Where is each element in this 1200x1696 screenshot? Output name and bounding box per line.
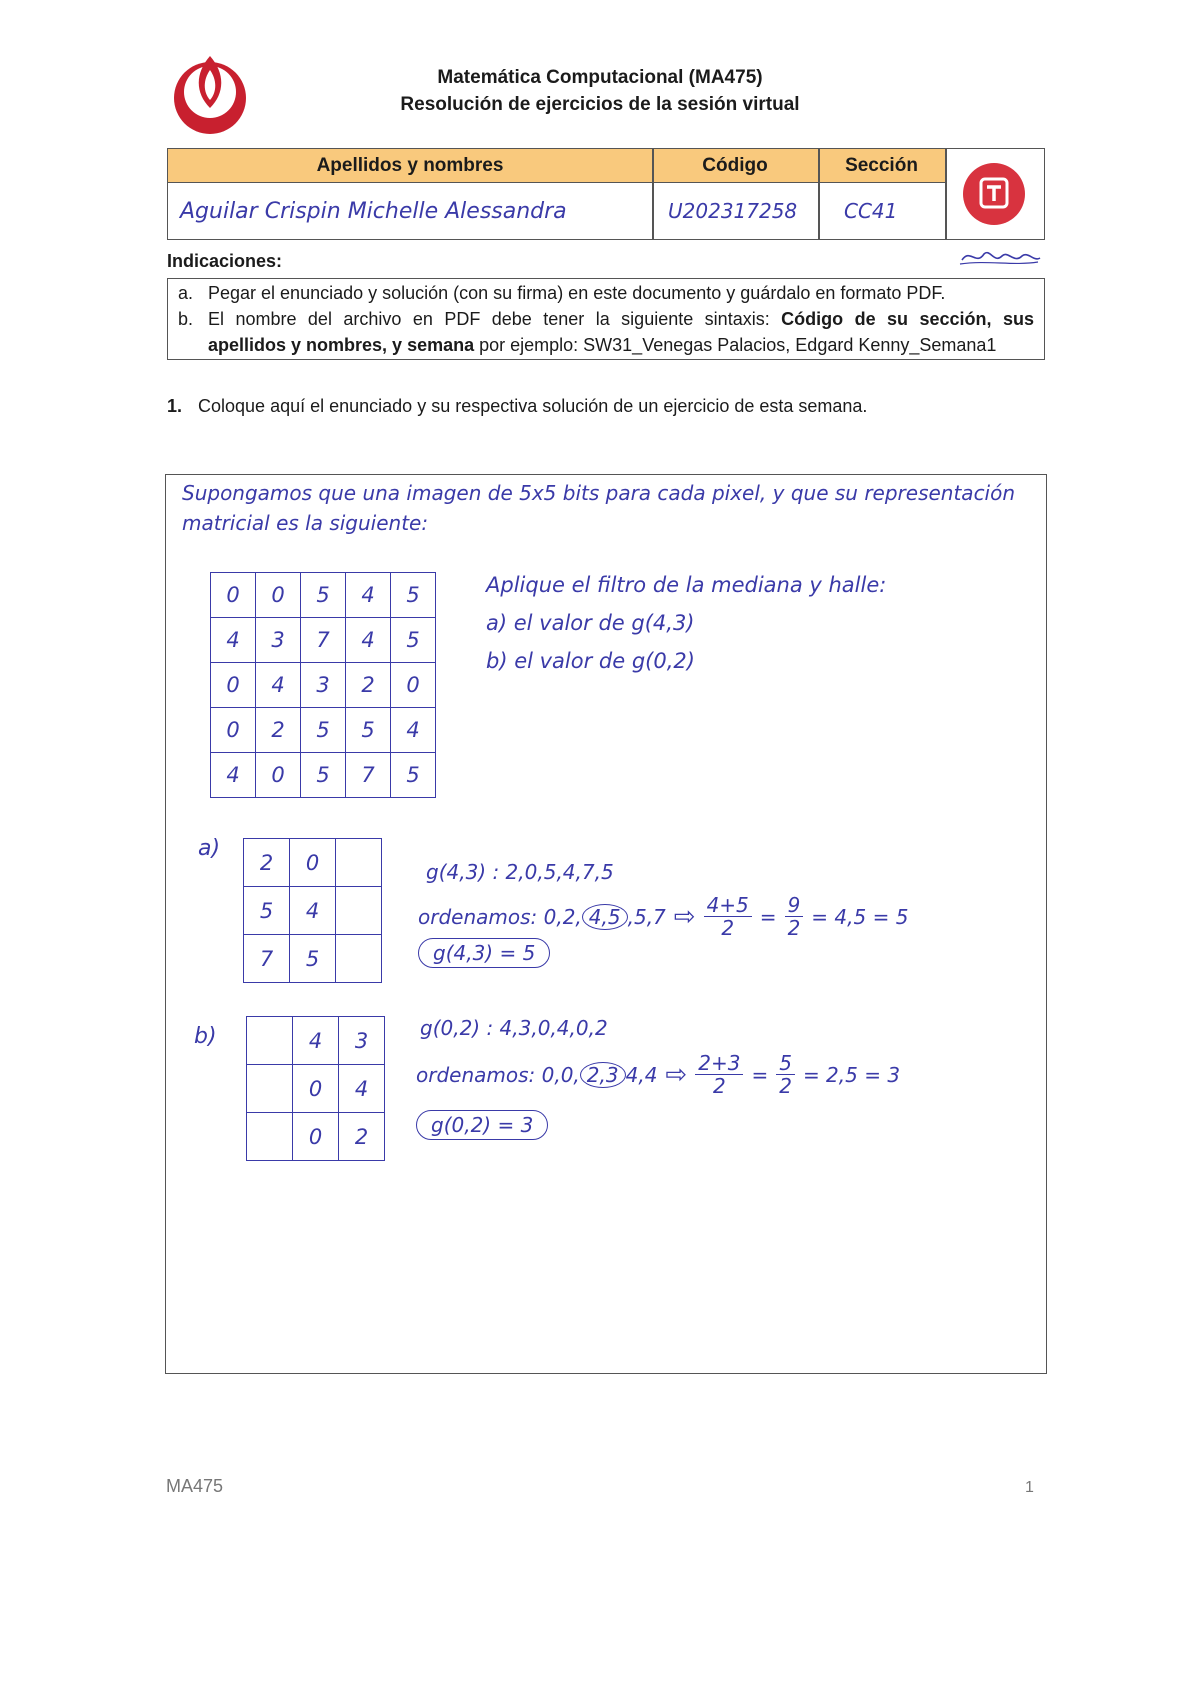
page-number: 1 [1025,1479,1034,1496]
matrix-cell: 2 [256,708,301,753]
handwritten-statement [182,478,1042,538]
name-column-header: Apellidos y nombres [168,149,652,183]
matrix-cell: 5 [391,753,436,798]
window-a-cell: 4 [290,887,336,935]
indication-b-example: por ejemplo: SW31_Venegas Palacios, Edgard Kenny_Semana1 [474,335,997,355]
part-b-fraction-2: $\frac{5}{2}$ [776,1052,795,1097]
window-b-row [247,1113,385,1161]
window-b-cell [247,1113,293,1161]
window-b-cell: 2 [339,1113,385,1161]
teams-app-icon [963,163,1025,225]
footer-course-code: MA475 [166,1476,224,1496]
matrix-cell: 4 [256,663,301,708]
indication-b-bold-2: apellidos y nombres, y semana [208,335,475,355]
matrix-cell: 4 [211,753,256,798]
matrix-row [211,573,436,618]
statement-line-1: Supongamos que una imagen de 5x5 bits para cada pixel, y que su representación [182,481,1016,505]
part-b-fraction: $\frac{2+3}{2}$ [695,1052,743,1097]
question-number: 1. [167,396,183,416]
matrix-cell: 0 [256,753,301,798]
part-b-values: g(0,2) : 4,3,0,4,0,2 [420,1016,608,1040]
arrow-icon: ⇨ [673,901,696,932]
part-a-fraction-2: $\frac{9}{2}$ [785,894,804,939]
window-b-cell: 4 [339,1065,385,1113]
matrix-cell: 4 [346,573,391,618]
part-a-label: a) [198,836,221,861]
session-title: Resolución de ejercicios de la sesión virtual [400,94,800,115]
matrix-row [211,708,436,753]
window-b-cell: 0 [293,1113,339,1161]
matrix-cell: 4 [346,618,391,663]
matrix-cell: 7 [301,618,346,663]
window-a-cell: 0 [290,839,336,887]
question-1 [167,396,867,417]
matrix-row [211,753,436,798]
part-b-answer: g(0,2) = 3 [416,1110,548,1140]
part-b-label: b) [194,1024,217,1049]
window-b-cell: 0 [293,1065,339,1113]
matrix-cell: 4 [211,618,256,663]
window-a-cell: 7 [244,935,290,983]
window-b-cell: 3 [339,1017,385,1065]
student-code: U202317258 [668,199,798,223]
matrix-cell: 5 [391,618,436,663]
signature [958,246,1043,268]
window-a-cell: 5 [244,887,290,935]
handwritten-task [486,566,886,680]
task-line: Aplique el filtro de la mediana y halle: [486,573,887,597]
section-column-header: Sección [818,149,945,183]
student-info-table [167,148,1045,240]
window-b-row [247,1017,385,1065]
matrix-cell: 3 [256,618,301,663]
part-b-median-circle: 2,3 [580,1062,626,1088]
part-a-fraction: $\frac{4+5}{2}$ [704,894,752,939]
part-a-ordering: ordenamos: 0,2, 4,5 ,5,7 ⇨ $\frac{4+5}{2}$ = $\frac{9}{2}$ = 4,5 = 5 [418,893,909,940]
matrix-cell: 5 [301,573,346,618]
code-column-header: Código [652,149,818,183]
matrix-cell: 5 [301,708,346,753]
matrix-cell: 3 [301,663,346,708]
university-logo [165,48,255,138]
indication-b-letter: b. [178,309,194,329]
matrix-cell: 0 [211,663,256,708]
window-a-row [244,935,382,983]
matrix-cell: 7 [346,753,391,798]
indication-b-bold: Código de su sección, sus [781,309,1034,329]
arrow-icon: ⇨ [665,1059,688,1090]
student-section: CC41 [844,199,898,223]
matrix-cell: 4 [391,708,436,753]
indication-a-letter: a. [178,283,194,303]
window-a-row [244,887,382,935]
matrix-row [211,663,436,708]
matrix-cell: 2 [346,663,391,708]
statement-line-2: matricial es la siguiente: [182,511,429,535]
part-b-ordering: ordenamos: 0,0, 2,3 4,4 ⇨ $\frac{2+3}{2}$ = $\frac{5}{2}$ = 2,5 = 3 [416,1051,901,1098]
part-a-window [243,838,382,983]
matrix-cell: 5 [391,573,436,618]
window-a-cell: 2 [244,839,290,887]
indication-a [178,280,1034,306]
indication-b [178,306,1034,332]
window-b-row [247,1065,385,1113]
window-a-cell: 5 [290,935,336,983]
matrix-cell: 5 [346,708,391,753]
indication-a-text: Pegar el enunciado y solución (con su firma) en este documento y guárdalo en formato PDF. [208,283,946,303]
part-a-answer: g(4,3) = 5 [418,938,550,968]
document-title [380,64,820,118]
image-matrix [210,572,436,798]
window-a-cell [336,839,382,887]
window-b-cell: 4 [293,1017,339,1065]
window-b-cell [247,1017,293,1065]
window-a-cell [336,935,382,983]
student-name: Aguilar Crispin Michelle Alessandra [180,198,567,224]
question-text: Coloque aquí el enunciado y su respectiva solución de un ejercicio de esta semana. [198,396,868,416]
part-a-values: g(4,3) : 2,0,5,4,7,5 [426,860,614,884]
indications-box [167,278,1045,360]
part-a-median-circle: 4,5 [582,904,628,930]
window-b-cell [247,1065,293,1113]
matrix-cell: 0 [211,708,256,753]
task-b: b) el valor de g(0,2) [486,649,695,673]
matrix-cell: 5 [301,753,346,798]
part-b-window [246,1016,385,1161]
task-a: a) el valor de g(4,3) [486,611,695,635]
window-a-cell [336,887,382,935]
indication-b-text: El nombre del archivo en PDF debe tener la siguiente sintaxis: [208,309,782,329]
matrix-cell: 0 [256,573,301,618]
window-a-row [244,839,382,887]
matrix-row [211,618,436,663]
matrix-cell: 0 [211,573,256,618]
indication-b-continuation [178,332,1034,358]
course-title: Matemática Computacional (MA475) [437,67,763,88]
indications-label: Indicaciones: [167,251,283,271]
matrix-cell: 0 [391,663,436,708]
